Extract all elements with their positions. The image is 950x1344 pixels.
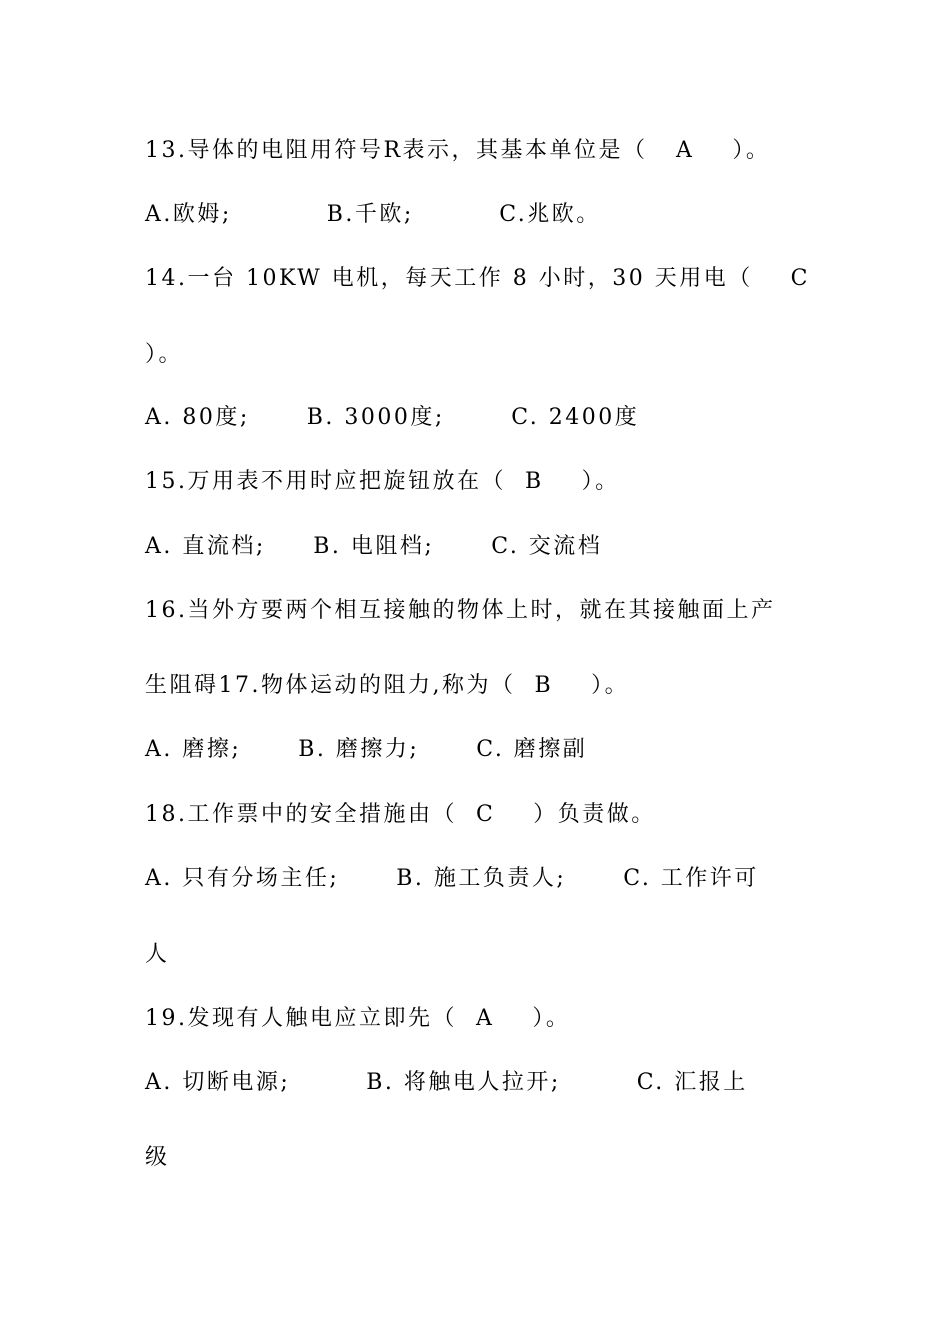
question-16: 16.当外方要两个相互接触的物体上时，就在其接触面上产 [145, 598, 776, 623]
question-17-options: A. 磨擦; B. 磨擦力; C. 磨擦副 [145, 737, 588, 762]
question-19-options-continued: 级 [145, 1145, 170, 1170]
question-18-options-continued: 人 [145, 942, 170, 967]
question-14: 14.一台 10KW 电机，每天工作 8 小时，30 天用电（ C [145, 266, 811, 291]
question-14-continued: ）。 [145, 342, 184, 367]
question-13: 13.导体的电阻用符号R表示，其基本单位是（ A ）。 [145, 138, 771, 163]
question-15-options: A. 直流档; B. 电阻档; C. 交流档 [145, 534, 603, 559]
question-19: 19.发现有人触电应立即先（ A ）。 [145, 1006, 571, 1031]
question-19-options: A. 切断电源; B. 将触电人拉开; C. 汇报上 [145, 1070, 748, 1095]
question-18-options: A. 只有分场主任; B. 施工负责人; C. 工作许可 [145, 866, 759, 891]
question-18: 18.工作票中的安全措施由（ C ）负责做。 [145, 802, 656, 827]
question-13-options: A.欧姆; B.千欧; C.兆欧。 [145, 202, 601, 227]
question-17: 生阻碍17.物体运动的阻力,称为（ B ）。 [145, 673, 630, 698]
question-15: 15.万用表不用时应把旋钮放在（ B ）。 [145, 469, 620, 494]
question-14-options: A. 80度; B. 3000度; C. 2400度 [145, 405, 640, 430]
